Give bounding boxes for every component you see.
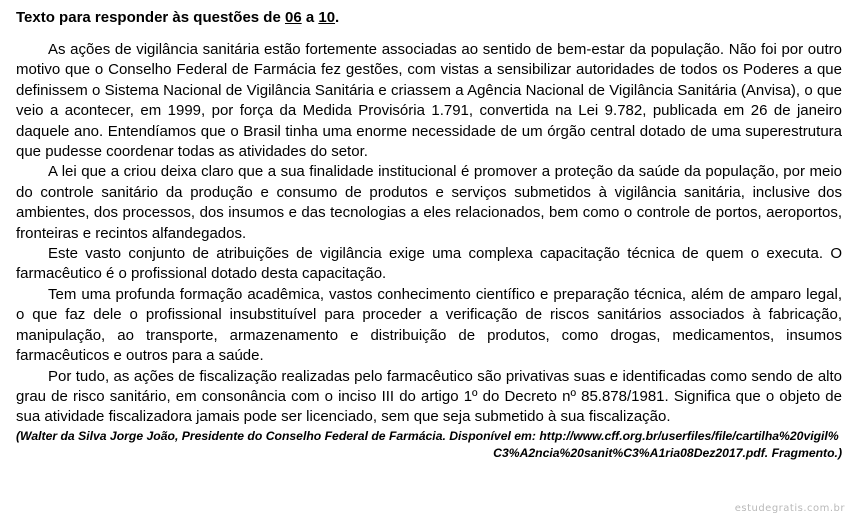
document-page: [16, 8, 842, 462]
paragraph-4: Tem uma profunda formação acadêmica, vastos conhecimento científico e preparação técnica, além de amparo legal, o que faz dele o profissional insubstituível para proceder a verificação de riscos sanitários associados à fabricação, manipulação, ao transporte, armazenamento e distribuição de produtos, como drogas, medicamentos, insumos farmacêuticos e outros para a saúde.: [16, 285, 842, 365]
source-citation-line-2: C3%A2ncia%20sanit%C3%A1ria08Dez2017.pdf. Fragmento.): [493, 445, 842, 460]
section-heading: [16, 8, 842, 28]
heading-question-to: 10: [318, 9, 336, 26]
source-citation-line-1: (Walter da Silva Jorge João, Presidente do Conselho Federal de Farmácia. Disponível em: http://www.cff.org.br/userfiles/file/cartilha%20vigil%: [16, 428, 839, 443]
heading-question-from: 06: [284, 9, 302, 26]
heading-suffix: .: [335, 9, 340, 26]
paragraph-5: Por tudo, as ações de fiscalização realizadas pelo farmacêutico são privativas suas e identificadas como sendo de alto grau de risco sanitário, em consonância com o inciso III do artigo 1º do Decreto nº 85.878/1981. Significa que o objeto de sua atividade fiscalizadora jamais pode ser licenciado, sem que seja submetido à sua fiscalização.: [16, 367, 842, 426]
site-watermark: estudegratis.com.br: [734, 503, 845, 514]
heading-connector: a: [301, 9, 319, 26]
paragraph-1: As ações de vigilância sanitária estão fortemente associadas ao sentido de bem-estar da população. Não foi por outro motivo que o Conselho Federal de Farmácia fez gestões, com vistas a sensibilizar autoridades de todos os Poderes a que definissem o Sistema Nacional de Vigilância Sanitária e criassem a Agência Nacional de Vigilância Sanitária (Anvisa), o que veio a acontecer, em 1999, por força da Medida Provisória 1.791, convertida na Lei 9.782, publicada em 26 de janeiro daquele ano. Entendíamos que o Brasil tinha uma enorme necessidade de um órgão central dotado de uma superestrutura que pudesse coordenar todas as atividades do setor.: [16, 41, 842, 161]
paragraph-2: A lei que a criou deixa claro que a sua finalidade institucional é promover a proteção da saúde da população, por meio do controle sanitário da produção e consumo de produtos e serviços submetidos à vigilância sanitária, inclusive dos ambientes, dos processos, dos insumos e das tecnologias a eles relacionados, bem como o controle de portos, aeroportos, fronteiras e recintos alfandegados.: [16, 163, 842, 242]
source-citation: [16, 428, 842, 462]
heading-prefix: Texto para responder às questões de: [16, 9, 285, 26]
paragraph-3: Este vasto conjunto de atribuições de vigilância exige uma complexa capacitação técnica de quem o executa. O farmacêutico é o profissional dotado desta capacitação.: [16, 245, 842, 283]
